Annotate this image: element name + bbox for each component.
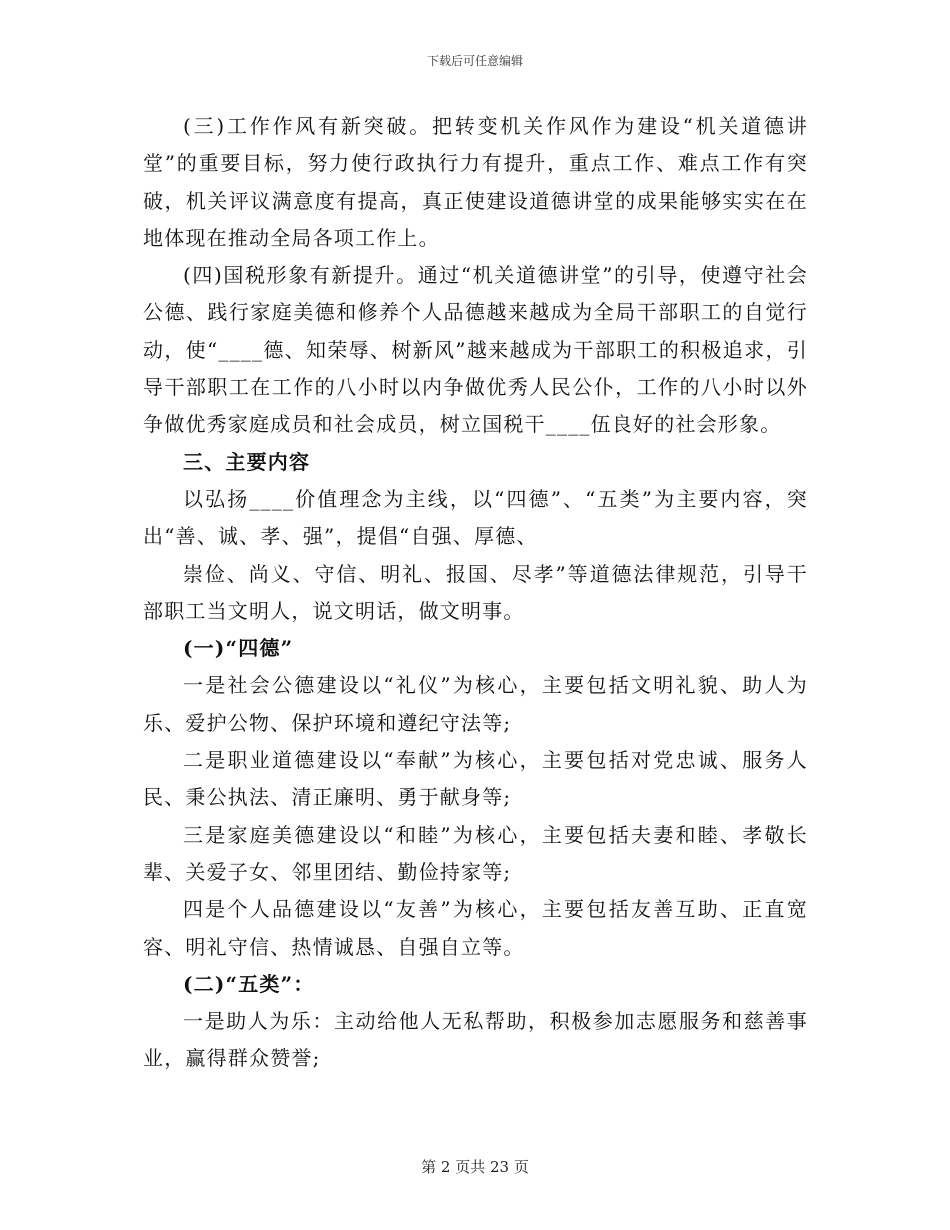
paragraph-helping-others: 一是助人为乐：主动给他人无私帮助，积极参加志愿服务和慈善事业，赢得群众赞誉; xyxy=(143,1009,808,1071)
paragraph-family-virtues: 三是家庭美德建设以“和睦”为核心，主要包括夫妻和睦、孝敬长辈、关爱子女、邻里团结、勤俭持家等; xyxy=(143,822,808,884)
section-heading-main-content: 三、主要内容 xyxy=(183,449,311,474)
paragraph-work-style: (三)工作作风有新突破。把转变机关作风作为建设“机关道德讲堂”的重要目标，努力使行政执行力有提升，重点工作、难点工作有突破，机关评议满意度有提高，真正使建设道德讲堂的成果能够实实在在地体现在推动全局各项工作上。 xyxy=(143,114,808,250)
paragraph-tax-image: (四)国税形象有新提升。通过“机关道德讲堂”的引导，使遵守社会公德、践行家庭美德和修养个人品德越来越成为全局干部职工的自觉行动，使“____德、知荣辱、树新风”越来越成为干部职工的积极追求，引导干部职工在工作的八小时以内争做优秀人民公仆，工作的八小时以外争做优秀家庭成员和社会成员，树立国税干____伍良好的社会形象。 xyxy=(143,263,808,437)
document-body xyxy=(143,108,808,1078)
paragraph-personal-character: 四是个人品德建设以“友善”为核心，主要包括友善互助、正直宽容、明礼守信、热情诚恳、自强自立等。 xyxy=(143,897,808,959)
page-header: 下载后可任意编辑 xyxy=(426,54,523,68)
page-number: 第 2 页共 23 页 xyxy=(421,1158,529,1176)
subheading-five-categories: (二)“五类”： xyxy=(183,971,315,996)
paragraph-main-content-intro: 以弘扬____价值理念为主线，以“四德”、“五类”为主要内容，突出“善、诚、孝、强”，提倡“自强、厚德、 xyxy=(143,486,808,549)
paragraph-professional-ethics: 二是职业道德建设以“奉献”为核心，主要包括对党忠诚、服务人民、秉公执法、清正廉明、勇于献身等; xyxy=(143,748,808,810)
paragraph-main-content-norms: 崇俭、尚义、守信、明礼、报国、尽孝”等道德法律规范，引导干部职工当文明人，说文明话，做文明事。 xyxy=(143,561,808,623)
paragraph-social-morality: 一是社会公德建设以“礼仪”为核心，主要包括文明礼貌、助人为乐、爱护公物、保护环境和遵纪守法等; xyxy=(143,673,808,735)
subheading-four-virtues: (一)“四德” xyxy=(183,636,294,661)
